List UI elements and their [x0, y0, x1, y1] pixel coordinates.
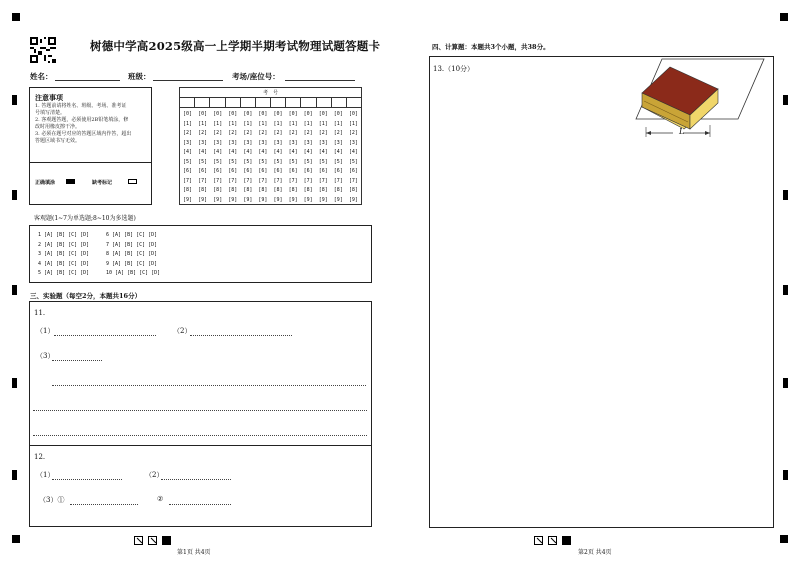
timing-mark [783, 378, 788, 388]
digit-bubble[interactable]: [6] [303, 168, 313, 174]
digit-bubble[interactable]: [3] [348, 139, 358, 146]
digit-bubble[interactable]: [1] [348, 120, 358, 127]
digit-bubble[interactable]: [8] [258, 187, 268, 193]
seat-field[interactable] [285, 80, 355, 81]
digit-bubble[interactable]: [1] [183, 120, 193, 127]
digit-bubble[interactable]: [4] [213, 149, 223, 155]
digit-bubble[interactable]: [7] [243, 177, 253, 184]
digit-bubble[interactable]: [3] [198, 139, 208, 146]
digit-bubble[interactable]: [2] [228, 130, 238, 136]
objective-column-left[interactable] [38, 231, 89, 279]
digit-bubble[interactable]: [1] [228, 120, 238, 127]
q11-blank3-label: （3） [36, 352, 55, 360]
page-code-box [134, 536, 143, 545]
page-code-box [148, 536, 157, 545]
digit-bubble[interactable]: [8] [348, 187, 358, 193]
digit-bubble[interactable]: [6] [288, 168, 298, 174]
mc-question-row[interactable]: 10 [A] [B] [C] [D] [106, 270, 161, 276]
q12-blank1[interactable] [52, 479, 122, 480]
mc-question-row[interactable]: 2 [A] [B] [C] [D] [38, 241, 90, 248]
exam-number-column[interactable] [210, 110, 225, 205]
q12-blank2-label: （2） [145, 471, 164, 479]
digit-bubble[interactable]: [9] [228, 196, 238, 203]
digit-bubble[interactable]: [4] [183, 149, 193, 155]
page-code-filled [562, 536, 571, 545]
digit-bubble[interactable]: [2] [318, 130, 328, 136]
digit-bubble[interactable]: [9] [213, 196, 223, 203]
digit-bubble[interactable]: [2] [348, 130, 358, 136]
digit-bubble[interactable]: [9] [243, 196, 253, 203]
mc-question-row[interactable]: 1 [A] [B] [C] [D] [38, 232, 90, 238]
exam-number-column[interactable] [180, 110, 195, 205]
q11-blank1[interactable] [54, 335, 156, 336]
digit-bubble[interactable]: [0] [228, 111, 238, 117]
experiment-title: 三、实验题（每空2分，本题共16分） [30, 292, 142, 300]
corner-mark [780, 13, 788, 21]
digit-bubble[interactable]: [0] [288, 111, 298, 117]
digit-bubble[interactable]: [4] [333, 149, 343, 155]
q11-blank1-label: （1） [36, 327, 55, 335]
exam-number-column[interactable] [346, 110, 361, 205]
page-title: 树德中学高2025级高一上学期半期考试物理试题答题卡 [90, 39, 381, 53]
seat-label: 考场/座位号： [232, 72, 280, 81]
digit-bubble[interactable]: [5] [348, 158, 358, 165]
exam-number-column[interactable] [255, 110, 270, 205]
digit-bubble[interactable]: [6] [258, 168, 268, 174]
notice-box [29, 87, 152, 205]
digit-bubble[interactable]: [9] [258, 196, 268, 203]
digit-bubble[interactable]: [1] [198, 120, 208, 127]
correct-fill-sample [66, 179, 75, 184]
name-label: 姓名： [30, 72, 53, 81]
q12-blank1-label: （1） [36, 471, 55, 479]
digit-bubble[interactable]: [7] [348, 177, 358, 184]
digit-bubble[interactable]: [3] [258, 139, 268, 146]
page-code-box [548, 536, 557, 545]
digit-bubble[interactable]: [1] [258, 120, 268, 127]
digit-bubble[interactable]: [4] [318, 149, 328, 155]
digit-bubble[interactable]: [8] [198, 187, 208, 193]
digit-bubble[interactable]: [5] [183, 158, 193, 165]
digit-bubble[interactable]: [7] [333, 177, 343, 184]
digit-bubble[interactable]: [9] [198, 196, 208, 203]
exam-number-header: 考 号 [180, 88, 361, 98]
digit-bubble[interactable]: [0] [213, 111, 223, 117]
digit-bubble[interactable]: [6] [318, 168, 328, 174]
digit-bubble[interactable]: [6] [333, 168, 343, 174]
experiment-box [29, 301, 372, 527]
digit-bubble[interactable]: [9] [348, 196, 358, 203]
digit-bubble[interactable]: [9] [288, 196, 298, 203]
digit-bubble[interactable]: [9] [273, 196, 283, 203]
exam-number-bubbles[interactable] [180, 110, 361, 205]
digit-bubble[interactable]: [6] [348, 168, 358, 174]
exam-number-column[interactable] [316, 110, 331, 205]
digit-bubble[interactable]: [1] [213, 120, 223, 127]
timing-mark [783, 190, 788, 200]
digit-bubble[interactable]: [7] [228, 177, 238, 184]
notice-divider [30, 162, 151, 163]
class-field[interactable] [153, 80, 223, 81]
digit-bubble[interactable]: [8] [318, 187, 328, 193]
digit-bubble[interactable]: [1] [243, 120, 253, 127]
digit-bubble[interactable]: [7] [258, 177, 268, 184]
digit-bubble[interactable]: [0] [243, 111, 253, 117]
q11-blank3[interactable] [52, 360, 102, 361]
digit-bubble[interactable]: [1] [288, 120, 298, 127]
mc-question-row[interactable]: 5 [A] [B] [C] [D] [38, 270, 90, 276]
digit-bubble[interactable]: [8] [288, 187, 298, 193]
digit-bubble[interactable]: [7] [213, 177, 223, 184]
digit-bubble[interactable]: [0] [333, 111, 343, 117]
mc-question-row[interactable]: 3 [A] [B] [C] [D] [38, 251, 90, 257]
correct-fill-label: 正确填涂 [35, 180, 56, 186]
mc-question-row[interactable]: 6 [A] [B] [C] [D] [106, 232, 158, 238]
q11-answer-line[interactable] [33, 435, 367, 436]
timing-mark [12, 378, 17, 388]
corner-mark [12, 13, 20, 21]
digit-bubble[interactable]: [6] [183, 168, 193, 174]
timing-mark [12, 470, 17, 480]
digit-bubble[interactable]: [2] [333, 130, 343, 136]
digit-bubble[interactable]: [6] [198, 168, 208, 174]
digit-bubble[interactable]: [2] [183, 130, 193, 136]
exam-number-column[interactable] [195, 110, 210, 205]
digit-bubble[interactable]: [0] [183, 111, 193, 117]
digit-bubble[interactable]: [8] [273, 187, 283, 193]
mc-question-row[interactable]: 4 [A] [B] [C] [D] [38, 260, 90, 267]
digit-bubble[interactable]: [1] [273, 120, 283, 127]
digit-bubble[interactable]: [2] [288, 130, 298, 136]
absent-mark-label: 缺考标记 [92, 180, 113, 186]
digit-bubble[interactable]: [4] [243, 149, 253, 155]
q12-blank4[interactable] [169, 504, 231, 505]
mc-question-row[interactable]: 7 [A] [B] [C] [D] [106, 241, 158, 248]
qr-code [30, 37, 56, 63]
digit-bubble[interactable]: [5] [243, 158, 253, 165]
exam-number-column[interactable] [270, 110, 285, 205]
digit-bubble[interactable]: [2] [273, 130, 283, 136]
page-code-box [534, 536, 543, 545]
digit-bubble[interactable]: [4] [228, 149, 238, 155]
digit-bubble[interactable]: [6] [273, 168, 283, 174]
page2-footer: 第2页 共4页 [578, 549, 612, 556]
digit-bubble[interactable]: [4] [303, 149, 313, 155]
class-label: 班级： [128, 72, 151, 81]
q13-label: 13.（10分） [433, 65, 475, 73]
mc-question-row[interactable]: 9 [A] [B] [C] [D] [106, 260, 158, 267]
timing-mark [783, 95, 788, 105]
digit-bubble[interactable]: [2] [198, 130, 208, 136]
notice-text: 1. 答题前请将姓名、班级、考场、准考证 号填写清楚。 2. 客观题答题，必须使用2B铅笔填涂，修 改时用橡皮擦干净。 3. 必须在题号对应的答题区域内作答，超出 答题区域书写无效。 [35, 103, 132, 144]
digit-bubble[interactable]: [5] [258, 158, 268, 165]
q12-blank3-label: （3）① [39, 496, 65, 504]
objective-box [29, 225, 372, 283]
digit-bubble[interactable]: [7] [318, 177, 328, 184]
digit-bubble[interactable]: [4] [198, 149, 208, 155]
digit-bubble[interactable]: [4] [348, 149, 358, 155]
digit-bubble[interactable]: [5] [303, 158, 313, 165]
digit-bubble[interactable]: [6] [243, 168, 253, 174]
exam-number-write-cells[interactable] [180, 98, 361, 108]
digit-bubble[interactable]: [3] [303, 139, 313, 146]
corner-mark [780, 535, 788, 543]
q12-blank4-label: ② [157, 495, 164, 503]
exam-number-column[interactable] [301, 110, 316, 205]
digit-bubble[interactable]: [5] [198, 158, 208, 165]
exam-number-column[interactable] [286, 110, 301, 205]
digit-bubble[interactable]: [0] [318, 111, 328, 117]
q12-blank3[interactable] [70, 504, 138, 505]
digit-bubble[interactable]: [5] [273, 158, 283, 165]
digit-bubble[interactable]: [2] [243, 130, 253, 136]
digit-bubble[interactable]: [2] [213, 130, 223, 136]
timing-mark [783, 285, 788, 295]
digit-bubble[interactable]: [3] [288, 139, 298, 146]
digit-bubble[interactable]: [0] [198, 111, 208, 117]
digit-bubble[interactable]: [0] [273, 111, 283, 117]
digit-bubble[interactable]: [8] [183, 187, 193, 193]
timing-mark [12, 190, 17, 200]
digit-bubble[interactable]: [3] [228, 139, 238, 146]
digit-bubble[interactable]: [3] [183, 139, 193, 146]
q12-blank2[interactable] [161, 479, 231, 480]
digit-bubble[interactable]: [3] [213, 139, 223, 146]
digit-bubble[interactable]: [5] [318, 158, 328, 165]
digit-bubble[interactable]: [9] [303, 196, 313, 203]
exam-number-column[interactable] [331, 110, 346, 205]
digit-bubble[interactable]: [3] [243, 139, 253, 146]
q11-blank2-label: （2） [173, 327, 192, 335]
digit-bubble[interactable]: [1] [318, 120, 328, 127]
digit-bubble[interactable]: [8] [303, 187, 313, 193]
objective-title: 客观题(1~7为单选题;8~10为多选题) [34, 215, 136, 222]
digit-bubble[interactable]: [7] [183, 177, 193, 184]
timing-mark [783, 470, 788, 480]
digit-bubble[interactable]: [7] [273, 177, 283, 184]
objective-column-right[interactable] [106, 231, 160, 279]
q12-label: 12. [34, 453, 46, 461]
notice-title: 注意事项 [35, 93, 63, 102]
corner-mark [12, 535, 20, 543]
digit-bubble[interactable]: [6] [228, 168, 238, 174]
digit-bubble[interactable]: [2] [258, 130, 268, 136]
digit-bubble[interactable]: [4] [273, 149, 283, 155]
name-field[interactable] [55, 80, 120, 81]
digit-bubble[interactable]: [0] [258, 111, 268, 117]
digit-bubble[interactable]: [1] [303, 120, 313, 127]
q11-blank2[interactable] [190, 335, 292, 336]
digit-bubble[interactable]: [4] [288, 149, 298, 155]
section-divider [30, 445, 371, 446]
digit-bubble[interactable]: [3] [318, 139, 328, 146]
q11-answer-line[interactable] [33, 410, 367, 411]
digit-bubble[interactable]: [9] [333, 196, 343, 203]
digit-bubble[interactable]: [5] [228, 158, 238, 165]
digit-bubble[interactable]: [5] [288, 158, 298, 165]
digit-bubble[interactable]: [7] [303, 177, 313, 184]
digit-bubble[interactable]: [2] [303, 130, 313, 136]
q11-label: 11. [34, 309, 46, 317]
digit-bubble[interactable]: [8] [333, 187, 343, 193]
timing-mark [12, 95, 17, 105]
digit-bubble[interactable]: [7] [288, 177, 298, 184]
q13-answer-box[interactable] [429, 56, 774, 528]
digit-bubble[interactable]: [6] [213, 168, 223, 174]
exam-number-column[interactable] [225, 110, 240, 205]
digit-bubble[interactable]: [9] [183, 196, 193, 203]
digit-bubble[interactable]: [8] [243, 187, 253, 193]
figure-label-L: L [679, 127, 685, 136]
digit-bubble[interactable]: [5] [333, 158, 343, 165]
digit-bubble[interactable]: [7] [198, 177, 208, 184]
book-figure [634, 57, 774, 141]
digit-bubble[interactable]: [5] [213, 158, 223, 165]
digit-bubble[interactable]: [0] [303, 111, 313, 117]
digit-bubble[interactable]: [3] [333, 139, 343, 146]
digit-bubble[interactable]: [0] [348, 111, 358, 117]
digit-bubble[interactable]: [8] [228, 187, 238, 193]
page-code-filled [162, 536, 171, 545]
exam-number-column[interactable] [240, 110, 255, 205]
digit-bubble[interactable]: [4] [258, 149, 268, 155]
absent-mark-box[interactable] [128, 179, 137, 184]
calc-section-title: 四、计算题：本题共3个小题，共38分。 [432, 43, 550, 51]
exam-number-grid [179, 87, 362, 205]
digit-bubble[interactable]: [9] [318, 196, 328, 203]
digit-bubble[interactable]: [1] [333, 120, 343, 127]
page1-footer: 第1页 共4页 [177, 549, 211, 556]
q11-answer-line[interactable] [52, 385, 366, 386]
digit-bubble[interactable]: [3] [273, 139, 283, 146]
mc-question-row[interactable]: 8 [A] [B] [C] [D] [106, 251, 158, 257]
timing-mark [12, 285, 17, 295]
digit-bubble[interactable]: [8] [213, 187, 223, 193]
